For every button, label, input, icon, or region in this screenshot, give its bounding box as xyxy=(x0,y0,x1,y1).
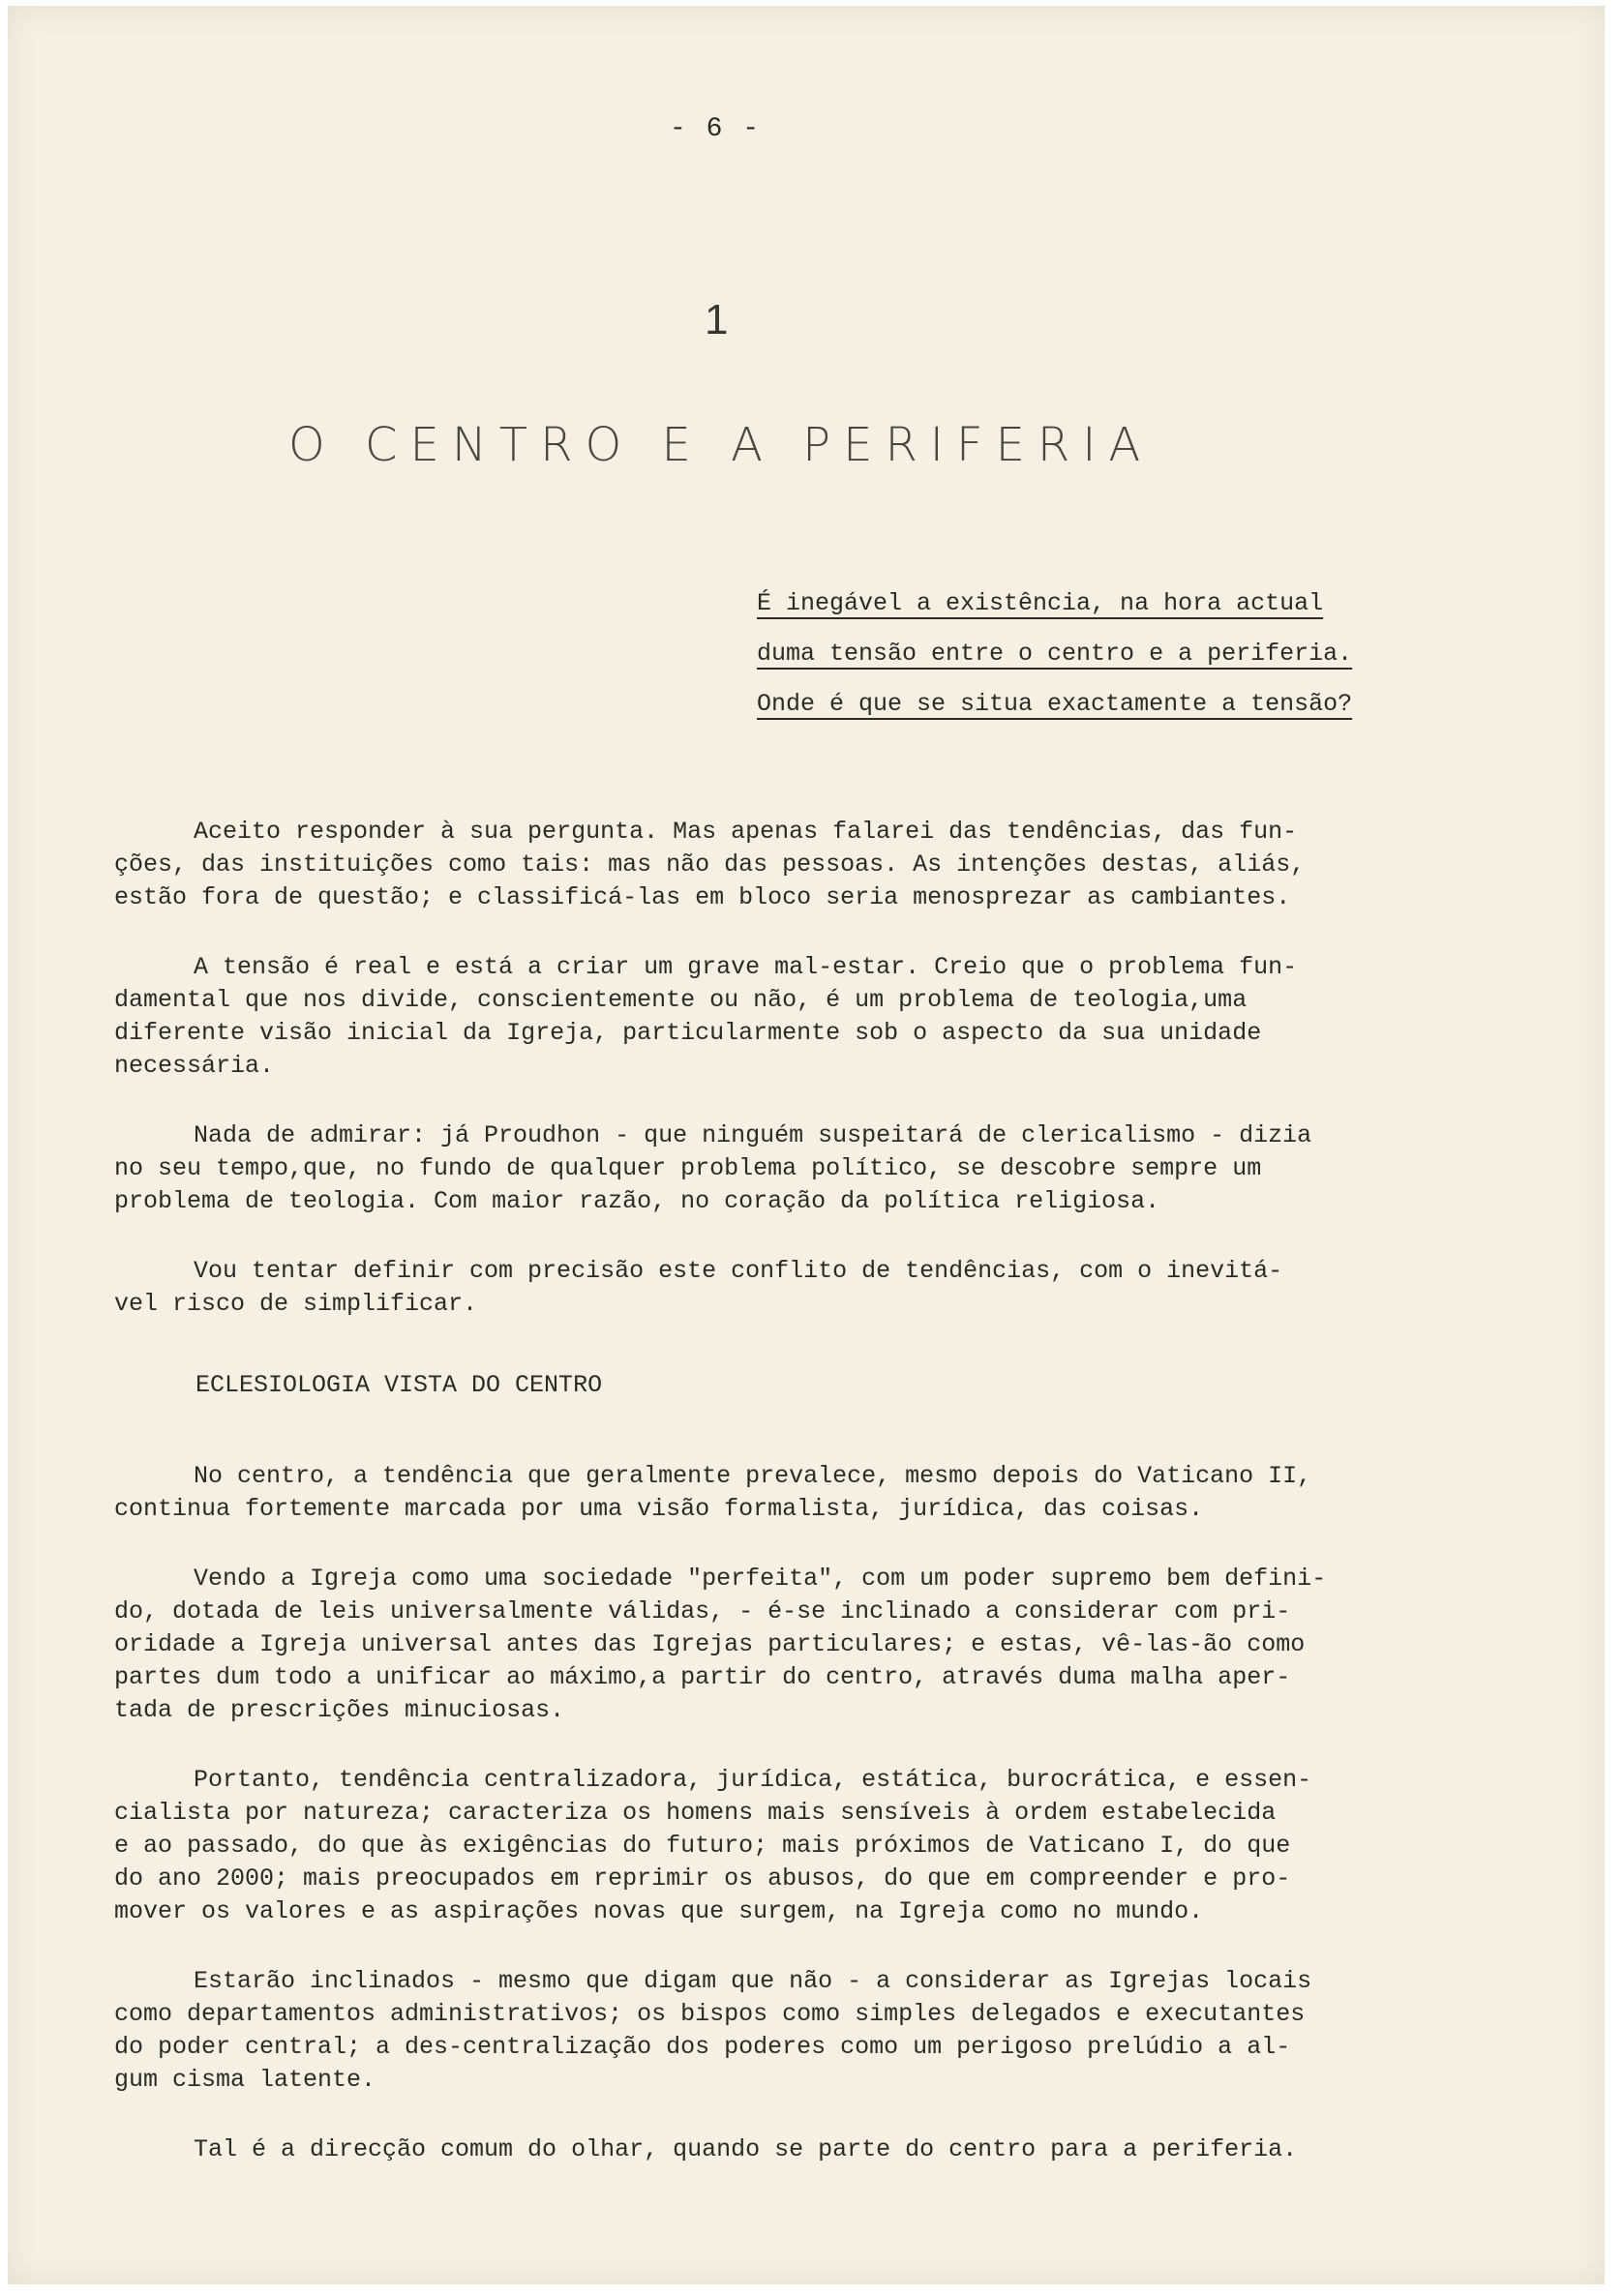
paragraph-line: Estarão inclinados - mesmo que digam que não - a considerar as Igrejas locais xyxy=(194,1967,1312,1995)
paragraph xyxy=(114,1563,1440,1727)
paragraph-line: oridade a Igreja universal antes das Igrejas particulares; e estas, vê-las-ão como xyxy=(114,1630,1306,1658)
paragraph-line: Aceito responder à sua pergunta. Mas apenas falarei das tendências, das fun- xyxy=(194,818,1298,846)
chapter-number: 1 xyxy=(705,296,729,343)
paragraph-line: cialista por natureza; caracteriza os homens mais sensíveis à ordem estabelecida xyxy=(114,1799,1277,1827)
intro-paragraphs xyxy=(114,816,1440,1321)
paragraph-line: necessária. xyxy=(114,1052,275,1080)
paragraph-line: do ano 2000; mais preocupados em reprimir os abusos, do que em compreender e pro- xyxy=(114,1864,1291,1893)
paragraph xyxy=(114,1965,1440,2097)
paragraph-line: estão fora de questão; e classificá-las em bloco seria menosprezar as cambiantes. xyxy=(114,883,1291,911)
question-line: duma tensão entre o centro e a periferia. xyxy=(757,640,1353,668)
paragraph-line: No centro, a tendência que geralmente prevalece, mesmo depois do Vaticano II, xyxy=(194,1462,1312,1490)
paragraph-line: A tensão é real e está a criar um grave mal-estar. Creio que o problema fun- xyxy=(194,953,1298,981)
paragraph-line: do, dotada de leis universalmente válidas, - é-se inclinado a considerar com pri- xyxy=(114,1597,1291,1625)
page-number: - 6 - xyxy=(669,114,761,144)
chapter-title: O CENTRO E A PERIFERIA xyxy=(288,418,1154,472)
paragraph-line: partes dum todo a unificar ao máximo,a partir do centro, através duma malha aper- xyxy=(114,1663,1291,1691)
paragraph-line: Nada de admirar: já Proudhon - que ninguém suspeitará de clericalismo - dizia xyxy=(194,1121,1312,1149)
paragraph-line: no seu tempo,que, no fundo de qualquer problema político, se descobre sempre um xyxy=(114,1154,1262,1182)
body-text xyxy=(114,816,1440,2203)
paragraph-line: mover os valores e as aspirações novas que surgem, na Igreja como no mundo. xyxy=(114,1897,1204,1925)
paragraph-line: como departamentos administrativos; os bispos como simples delegados e executantes xyxy=(114,2000,1306,2028)
paragraph-line: tada de prescrições minuciosas. xyxy=(114,1696,565,1724)
paragraph-line: Vendo a Igreja como uma sociedade "perfeita", com um poder supremo bem defini- xyxy=(194,1565,1327,1593)
paragraph xyxy=(114,2133,1440,2166)
paragraph-line: Portanto, tendência centralizadora, jurídica, estática, burocrática, e essen- xyxy=(194,1766,1312,1794)
paragraph-line: problema de teologia. Com maior razão, no coração da política religiosa. xyxy=(114,1187,1160,1215)
paragraph xyxy=(114,1119,1440,1218)
section-heading: ECLESIOLOGIA VISTA DO CENTRO xyxy=(195,1371,603,1399)
paragraph xyxy=(114,1460,1440,1526)
paragraph xyxy=(114,816,1440,914)
question-line: Onde é que se situa exactamente a tensão? xyxy=(757,690,1353,718)
paragraph-line: Tal é a direcção comum do olhar, quando se parte do centro para a periferia. xyxy=(194,2135,1298,2163)
question-line: É inegável a existência, na hora actual xyxy=(757,589,1324,617)
paragraph-line: diferente visão inicial da Igreja, particularmente sob o aspecto da sua unidade xyxy=(114,1019,1262,1047)
paragraph-line: ções, das instituições como tais: mas não das pessoas. As intenções destas, aliás, xyxy=(114,850,1306,879)
interview-question xyxy=(757,579,1425,730)
paragraph xyxy=(114,1255,1440,1321)
section-paragraphs xyxy=(114,1460,1440,2166)
paragraph xyxy=(114,1764,1440,1928)
paragraph-line: gum cisma latente. xyxy=(114,2066,376,2094)
paragraph-line: continua fortemente marcada por uma visão formalista, jurídica, das coisas. xyxy=(114,1495,1204,1523)
paragraph-line: do poder central; a des-centralização dos poderes como um perigoso prelúdio a al- xyxy=(114,2033,1291,2061)
paragraph-line: e ao passado, do que às exigências do futuro; mais próximos de Vaticano I, do que xyxy=(114,1832,1291,1860)
paragraph xyxy=(114,951,1440,1083)
paragraph-line: vel risco de simplificar. xyxy=(114,1290,478,1318)
paragraph-line: damental que nos divide, conscientemente ou não, é um problema de teologia,uma xyxy=(114,986,1248,1014)
paragraph-line: Vou tentar definir com precisão este conflito de tendências, com o inevitá- xyxy=(194,1257,1283,1285)
